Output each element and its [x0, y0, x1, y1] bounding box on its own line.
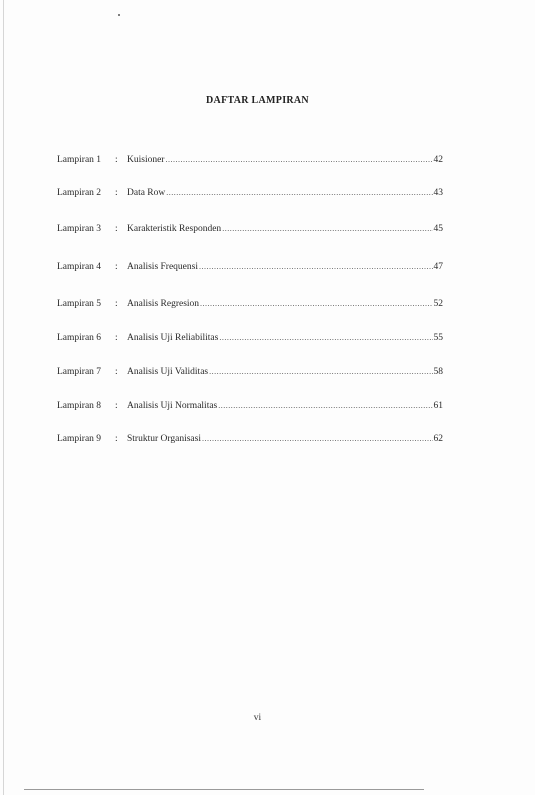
- appendix-title: Analisis Uji Normalitas: [127, 401, 218, 411]
- dot-leader: [218, 401, 432, 410]
- appendix-page-number: 42: [433, 155, 443, 165]
- dot-leader: [209, 367, 432, 376]
- appendix-colon: :: [115, 299, 118, 309]
- appendix-colon: :: [115, 333, 118, 343]
- dot-leader: [199, 262, 433, 271]
- appendix-page-number: 45: [433, 224, 443, 234]
- appendix-colon: :: [115, 188, 118, 198]
- appendix-label: Lampiran 9: [57, 434, 102, 444]
- appendix-entry: [57, 188, 443, 202]
- appendix-label: Lampiran 2: [57, 188, 102, 198]
- scan-speck: [118, 14, 120, 16]
- appendix-entry: [57, 155, 443, 169]
- page-number: vi: [253, 713, 262, 723]
- appendix-colon: :: [115, 434, 118, 444]
- appendix-entry: [57, 401, 443, 415]
- appendix-label: Lampiran 1: [57, 155, 102, 165]
- appendix-page-number: 62: [433, 434, 443, 444]
- appendix-title: Kuisioner: [127, 155, 165, 165]
- appendix-entry: [57, 299, 443, 313]
- scan-bottom-line: [24, 789, 424, 790]
- appendix-title: Karakteristik Responden: [127, 224, 222, 234]
- appendix-entry: [57, 333, 443, 347]
- appendix-title: Data Row: [127, 188, 166, 198]
- appendix-title: Analisis Uji Validitas: [127, 367, 209, 377]
- appendix-title: Struktur Organisasi: [127, 434, 201, 444]
- appendix-colon: :: [115, 401, 118, 411]
- appendix-page-number: 52: [433, 299, 443, 309]
- appendix-label: Lampiran 4: [57, 262, 102, 272]
- dot-leader: [165, 155, 432, 164]
- appendix-entry: [57, 367, 443, 381]
- appendix-page-number: 61: [433, 401, 443, 411]
- appendix-label: Lampiran 5: [57, 299, 102, 309]
- appendix-colon: :: [115, 224, 118, 234]
- appendix-page-number: 47: [433, 262, 443, 272]
- appendix-entry: [57, 262, 443, 276]
- appendix-label: Lampiran 3: [57, 224, 102, 234]
- appendix-colon: :: [115, 367, 118, 377]
- appendix-page-number: 43: [433, 188, 443, 198]
- appendix-label: Lampiran 7: [57, 367, 102, 377]
- appendix-page-number: 55: [433, 333, 443, 343]
- appendix-entry: [57, 224, 443, 238]
- dot-leader: [166, 188, 432, 197]
- appendix-colon: :: [115, 155, 118, 165]
- dot-leader: [222, 224, 432, 233]
- dot-leader: [200, 299, 432, 308]
- page-title: DAFTAR LAMPIRAN: [206, 95, 309, 106]
- appendix-label: Lampiran 8: [57, 401, 102, 411]
- appendix-title: Analisis Uji Reliabilitas: [127, 333, 219, 343]
- appendix-page-number: 58: [433, 367, 443, 377]
- dot-leader: [202, 434, 433, 443]
- appendix-title: Analisis Frequensi: [127, 262, 198, 272]
- appendix-entry: [57, 434, 443, 448]
- appendix-title: Analisis Regresion: [127, 299, 200, 309]
- appendix-label: Lampiran 6: [57, 333, 102, 343]
- dot-leader: [219, 333, 432, 342]
- appendix-colon: :: [115, 262, 118, 272]
- page-edge-line: [3, 0, 4, 795]
